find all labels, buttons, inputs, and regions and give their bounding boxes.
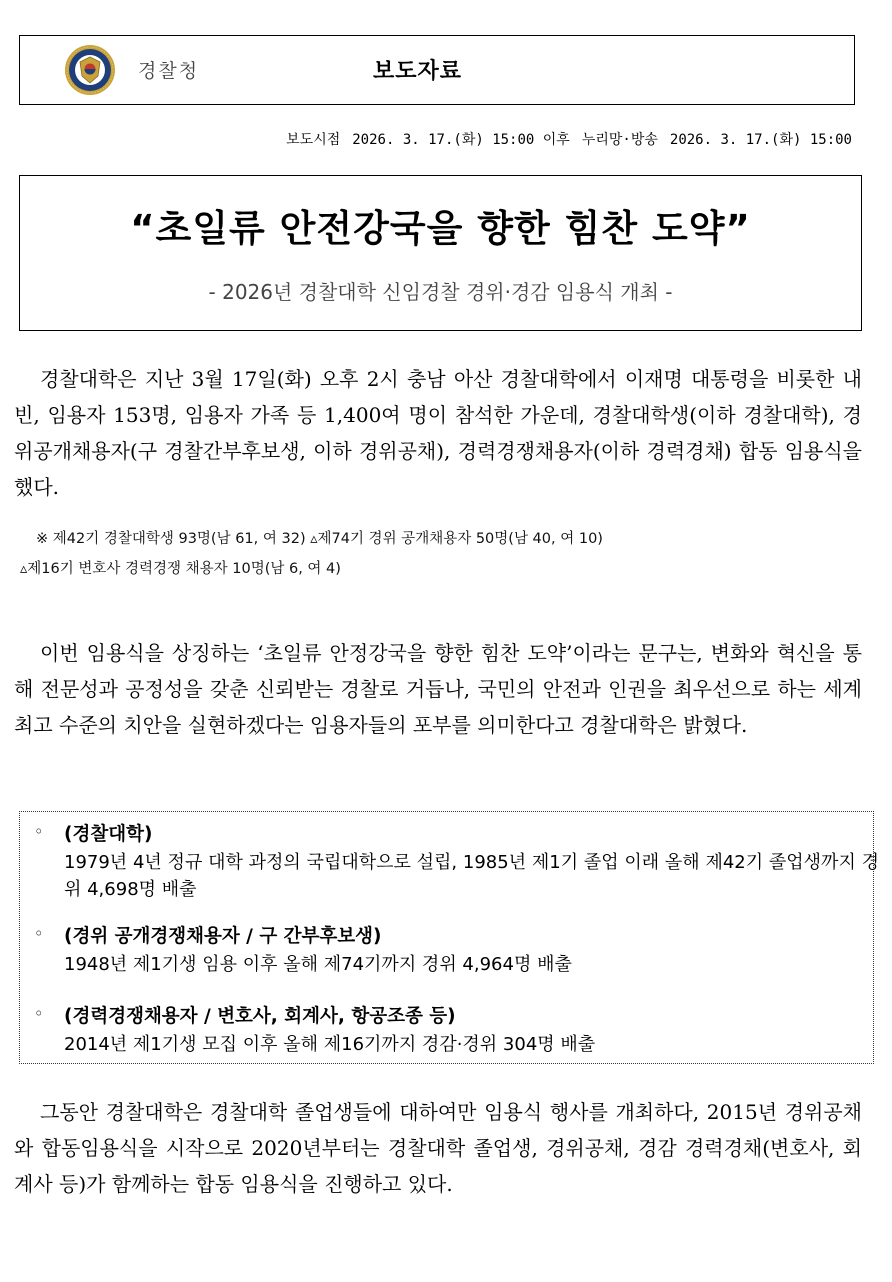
appointee-note [14,524,874,584]
header-box [19,35,855,105]
info-box [19,811,879,1064]
info-body: 1979년 4년 정규 대학 과정의 국립대학으로 설립, 1985년 제1기 졸업 이래 올해 제42기 졸업생까지 경위 4,698명 배출 [64,852,879,900]
paragraph-text: 그동안 경찰대학은 경찰대학 졸업생들에 대하여만 임용식 행사를 개최하다, 2015년 경위공채와 합동임용식을 시작으로 2020년부터는 경찰대학 졸업생, 경위공채, 경감 경력경채(변호사, 회계사 등)가 함께하는 합동 임용식을 진행하고 있다. [14,1100,862,1196]
paragraph-text: 경찰대학은 지난 3월 17일(화) 오후 2시 충남 아산 경찰대학에서 이재명 대통령을 비롯한 내빈, 임용자 153명, 임용자 가족 등 1,400여 명이 참석한 가운데, 경찰대학생(이하 경찰대학), 경위공개채용자(구 경찰간부후보생, 이하 경위공채), 경력경쟁채용자(이하 경력경채) 합동 임용식을 했다. [14,367,862,499]
info-body: 2014년 제1기생 모집 이후 올해 제16기까지 경감·경위 304명 배출 [64,1034,596,1055]
release-label: 보도시점 [286,132,341,148]
broadcast-time: 2026. 3. 17.(화) 15:00 [669,132,852,148]
info-heading: (경위 공개경쟁채용자 / 구 간부후보생) [64,926,382,947]
paragraph-2 [14,635,862,743]
release-time: 2026. 3. 17.(화) 15:00 이후 [352,132,570,148]
paragraph-3 [14,1094,862,1202]
police-seal-icon [64,44,116,96]
release-schedule [286,129,852,149]
main-title: “초일류 안전강국을 향한 힘찬 도약” [130,207,751,250]
paragraph-1 [14,361,862,505]
document-type: 보도자료 [373,59,463,84]
agency-name: 경찰청 [138,60,200,82]
broadcast-label: 누리망·방송 [581,132,658,148]
bullet-icon: ◦ [34,924,44,943]
info-heading: (경찰대학) [64,824,153,845]
info-heading: (경력경쟁채용자 / 변호사, 회계사, 항공조종 등) [64,1006,456,1027]
note-line-2: ▵제16기 변호사 경력경쟁 채용자 10명(남 6, 여 4) [20,561,341,577]
info-body: 1948년 제1기생 임용 이후 올해 제74기까지 경위 4,964명 배출 [64,954,572,975]
sub-title: - 2026년 경찰대학 신임경찰 경위·경감 임용식 개최 - [208,280,673,304]
paragraph-text: 이번 임용식을 상징하는 ‘초일류 안정강국을 향한 힘찬 도약’이라는 문구는, 변화와 혁신을 통해 전문성과 공정성을 갖춘 신뢰받는 경찰로 거듭나, 국민의 안전과 인권을 최우선으로 하는 세계 최고 수준의 치안을 실현하겠다는 임용자들의 포부를 의미한다고 경찰대학은 밝혔다. [14,641,862,737]
bullet-icon: ◦ [34,1004,44,1023]
note-line-1: ※ 제42기 경찰대학생 93명(남 61, 여 32) ▵제74기 경위 공개채용자 50명(남 40, 여 10) [36,531,603,547]
bullet-icon: ◦ [34,822,44,841]
title-box [19,175,862,331]
